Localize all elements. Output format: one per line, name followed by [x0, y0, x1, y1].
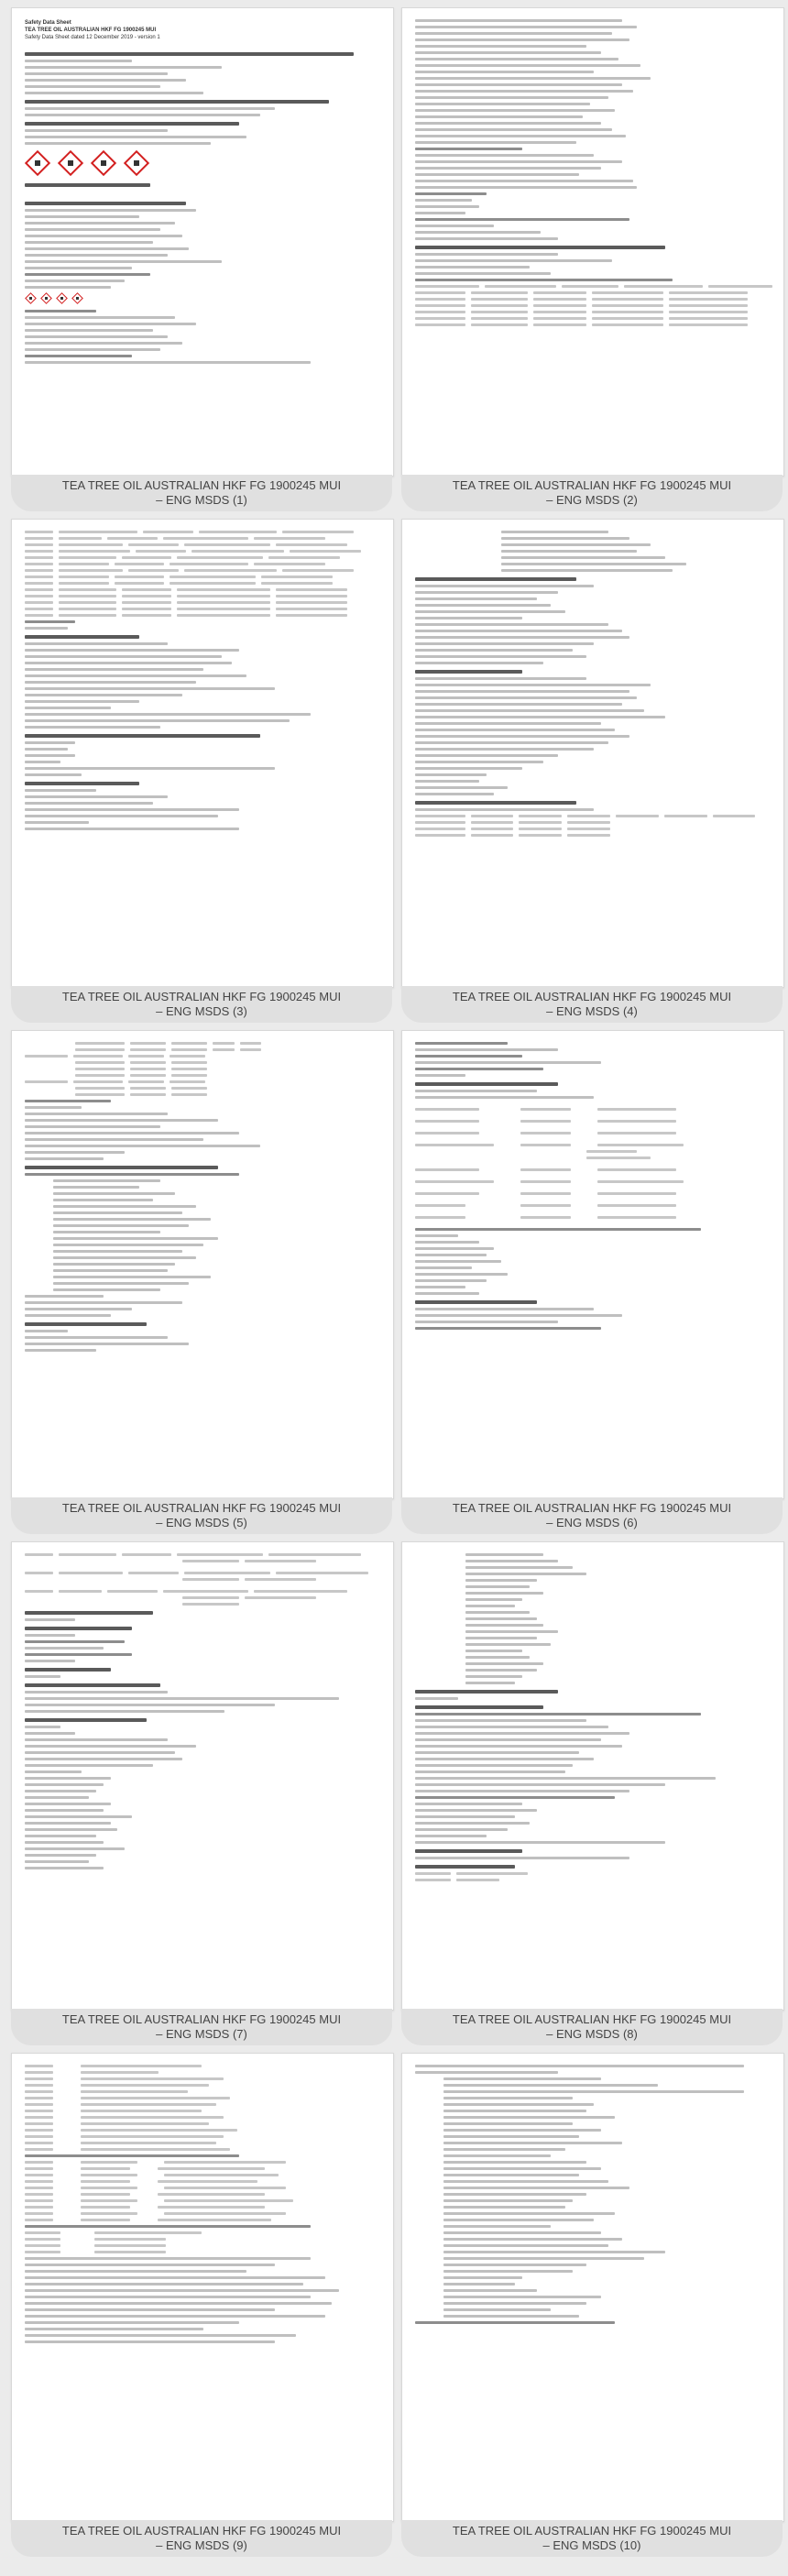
page-caption-7: [11, 2009, 392, 2045]
page-card-1[interactable]: [11, 7, 392, 511]
page-content-7: [25, 1553, 382, 2001]
page-caption-4: [401, 986, 783, 1023]
page-caption-10: [401, 2520, 783, 2557]
caption-line-1: TEA TREE OIL AUSTRALIAN HKF FG 1900245 MUI: [452, 2012, 732, 2026]
page-content-6: [415, 1042, 772, 1489]
page-thumbnail-8[interactable]: [401, 1541, 784, 2011]
page-caption-8: [401, 2009, 783, 2045]
page-card-9[interactable]: [11, 2053, 392, 2557]
page-card-4[interactable]: [401, 519, 783, 1023]
small-pictograms: [25, 292, 382, 304]
page-thumbnail-6[interactable]: [401, 1030, 784, 1499]
caption-line-2: – ENG MSDS (10): [542, 2538, 641, 2552]
caption-line-2: – ENG MSDS (2): [546, 493, 638, 507]
page-card-7[interactable]: [11, 1541, 392, 2045]
health-hazard-icon: [91, 150, 116, 176]
page-card-6[interactable]: [401, 1030, 783, 1534]
caption-line-1: TEA TREE OIL AUSTRALIAN HKF FG 1900245 MUI: [61, 990, 342, 1003]
environment-icon: [71, 292, 83, 304]
caption-line-2: – ENG MSDS (9): [156, 2538, 247, 2552]
page-thumbnail-5[interactable]: [11, 1030, 394, 1499]
page-content-3: [25, 531, 382, 978]
page-thumbnail-2[interactable]: [401, 7, 784, 477]
page-content-8: [415, 1553, 772, 2001]
page-content-5: [25, 1042, 382, 1489]
page-caption-2: [401, 475, 783, 511]
page-content-4: [415, 531, 772, 978]
caption-line-2: – ENG MSDS (7): [156, 2027, 247, 2041]
caption-line-2: – ENG MSDS (1): [156, 493, 247, 507]
sds-title: Safety Data Sheet: [25, 20, 71, 26]
page-card-10[interactable]: [401, 2053, 783, 2557]
page-caption-1: [11, 475, 392, 511]
page-content-9: [25, 2065, 382, 2512]
hazard-pictograms: [25, 150, 382, 176]
exclamation-icon: [40, 292, 52, 304]
page-card-8[interactable]: [401, 1541, 783, 2045]
page-caption-6: [401, 1497, 783, 1534]
environment-icon: [124, 150, 149, 176]
caption-line-2: – ENG MSDS (4): [546, 1004, 638, 1018]
caption-line-2: – ENG MSDS (3): [156, 1004, 247, 1018]
sds-date: Safety Data Sheet dated 12 December 2019 - version 1: [25, 35, 160, 40]
caption-line-2: – ENG MSDS (6): [546, 1516, 638, 1529]
caption-line-1: TEA TREE OIL AUSTRALIAN HKF FG 1900245 MUI: [61, 1501, 342, 1515]
page-caption-3: [11, 986, 392, 1023]
flame-icon: [25, 292, 37, 304]
caption-line-1: TEA TREE OIL AUSTRALIAN HKF FG 1900245 MUI: [61, 478, 342, 492]
caption-line-2: – ENG MSDS (8): [546, 2027, 638, 2041]
page-card-3[interactable]: [11, 519, 392, 1023]
caption-line-1: TEA TREE OIL AUSTRALIAN HKF FG 1900245 MUI: [61, 2524, 342, 2538]
page-content-10: [415, 2065, 772, 2512]
page-thumbnail-9[interactable]: [11, 2053, 394, 2522]
page-caption-5: [11, 1497, 392, 1534]
page-thumbnail-4[interactable]: [401, 519, 784, 988]
page-content-2: [415, 19, 772, 466]
page-thumbnail-7[interactable]: [11, 1541, 394, 2011]
page-thumbnail-10[interactable]: [401, 2053, 784, 2522]
page-card-2[interactable]: [401, 7, 783, 511]
caption-line-2: – ENG MSDS (5): [156, 1516, 247, 1529]
page-content-1: [25, 19, 382, 466]
page-caption-9: [11, 2520, 392, 2557]
caption-line-1: TEA TREE OIL AUSTRALIAN HKF FG 1900245 MUI: [452, 990, 732, 1003]
caption-line-1: TEA TREE OIL AUSTRALIAN HKF FG 1900245 MUI: [61, 2012, 342, 2026]
caption-line-1: TEA TREE OIL AUSTRALIAN HKF FG 1900245 MUI: [452, 2524, 732, 2538]
flame-icon: [25, 150, 50, 176]
page-thumbnail-3[interactable]: [11, 519, 394, 988]
page-thumbnail-1[interactable]: [11, 7, 394, 477]
caption-line-1: TEA TREE OIL AUSTRALIAN HKF FG 1900245 MUI: [452, 478, 732, 492]
exclamation-icon: [58, 150, 83, 176]
health-hazard-icon: [56, 292, 68, 304]
caption-line-1: TEA TREE OIL AUSTRALIAN HKF FG 1900245 MUI: [452, 1501, 732, 1515]
sds-product-name: TEA TREE OIL AUSTRALIAN HKF FG 1900245 MUI: [25, 27, 157, 33]
page-card-5[interactable]: [11, 1030, 392, 1534]
